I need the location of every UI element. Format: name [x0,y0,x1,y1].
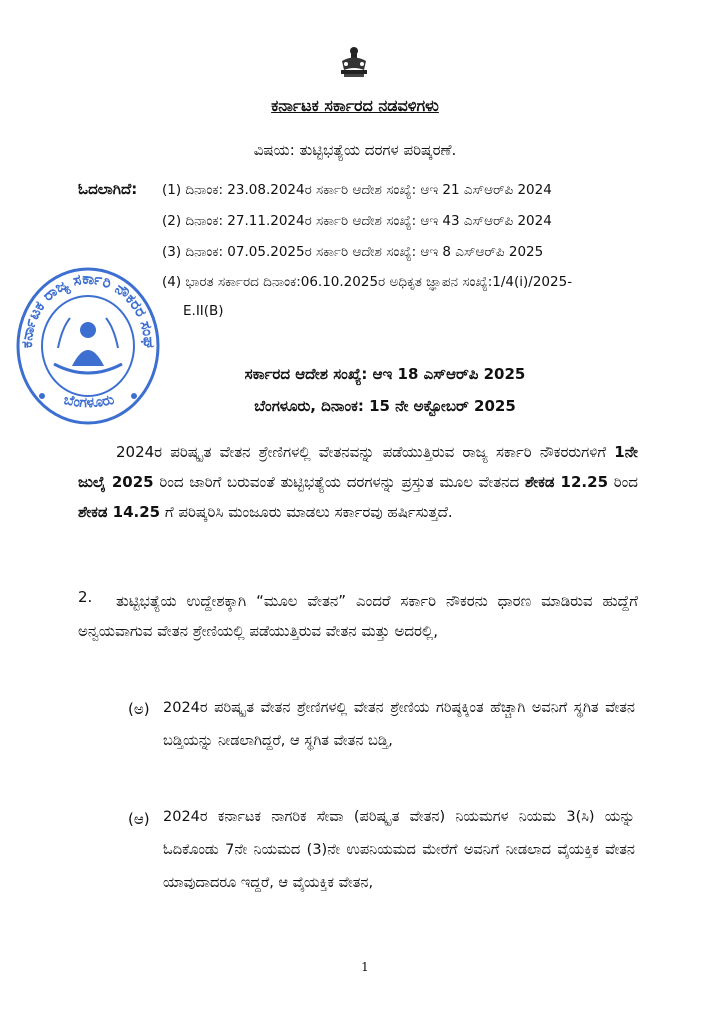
new-rate: ಶೇಕಡ 14.25 [78,503,161,521]
order-number: ಸರ್ಕಾರದ ಆದೇಶ ಸಂಖ್ಯೆ: ಆಇ 18 ಎಸ್‌ಆರ್‌ಪಿ 2025 [244,365,526,383]
page-number: 1 [361,960,369,974]
reference-item: (2) ದಿನಾಂಕ: 27.11.2024ರ ಸರ್ಕಾರಿ ಆದೇಶ ಸಂಖ್ಯೆ: ಆಇ 43 ಎಸ್‌ಆರ್‌ಪಿ 2024 [162,213,552,229]
paragraph-2: ತುಟ್ಟಿಭತ್ಯೆಯ ಉದ್ದೇಶಕ್ಕಾಗಿ “ಮೂಲ ವೇತನ” ಎಂದರೆ ಸರ್ಕಾರಿ ನೌಕರನು ಧಾರಣ ಮಾಡಿರುವ ಹುದ್ದೆಗೆ ಅನ್ವಯವಾಗುವ ವೇತನ ಶ್ರೇಣಿಯಲ್ಲಿ ಪಡೆಯುತ್ತಿರುವ ವೇತನ ಮತ್ತು ಅದರಲ್ಲಿ, [78,592,638,640]
reference-item: (4) ಭಾರತ ಸರ್ಕಾರದ ದಿನಾಂಕ:06.10.2025ರ ಅಧಿಕೃತ ಜ್ಞಾಪನ ಸಂಖ್ಯೆ:1/4(i)/2025- [162,274,573,290]
seal-top-text: ಕರ್ನಾಟಕ ರಾಜ್ಯ ಸರ್ಕಾರಿ ನೌಕರರ ಸಂಘ [17,269,159,349]
references-label: ಓದಲಾಗಿದೆ: [78,180,138,198]
sub-clause-a-label: (ಅ) [128,700,150,718]
document-title: ಕರ್ನಾಟಕ ಸರ್ಕಾರದ ನಡವಳಿಗಳು [271,96,439,115]
paragraph-1 [78,437,638,527]
sub-clause-a: 2024ರ ಪರಿಷ್ಕೃತ ವೇತನ ಶ್ರೇಣಿಗಳಲ್ಲಿ ವೇತನ ಶ್ರೇಣಿಯ ಗರಿಷ್ಠಕ್ಕಿಂತ ಹೆಚ್ಚಾಗಿ ಅವನಿಗೆ ಸ್ಥಗಿತ ವೇತನ ಬಡ್ತಿಯನ್ನು ನೀಡಲಾಗಿದ್ದರೆ, ಆ ಸ್ಥಗಿತ ವೇತನ ಬಡ್ತಿ, [163,700,635,749]
sub-clause-b-label: (ಆ) [128,810,150,828]
paragraph-1-text: ರಿಂದ [608,473,638,491]
effective-date: 1ನೇ ಜುಲೈ 2025 [78,443,638,491]
paragraph-1-text: 2024ರ ಪರಿಷ್ಕೃತ ವೇತನ ಶ್ರೇಣಿಗಳಲ್ಲಿ ವೇತನವನ್ನು ಪಡೆಯುತ್ತಿರುವ ರಾಜ್ಯ ಸರ್ಕಾರಿ ನೌಕರರುಗಳಿಗೆ [116,443,615,461]
paragraph-2-number: 2. [78,588,93,606]
order-place-date: ಬೆಂಗಳೂರು, ದಿನಾಂಕ: 15 ನೇ ಅಕ್ಟೋಬರ್ 2025 [254,397,516,415]
paragraph-1-text: ರಿಂದ ಜಾರಿಗೆ ಬರುವಂತೆ ತುಟ್ಟಿಭತ್ಯೆಯ ದರಗಳನ್ನು ಪ್ರಸ್ತುತ ಮೂಲ ವೇತನದ [153,473,525,491]
sub-clause-b: 2024ರ ಕರ್ನಾಟಕ ನಾಗರಿಕ ಸೇವಾ (ಪರಿಷ್ಕೃತ ವೇತನ) ನಿಯಮಗಳ ನಿಯಮ 3(ಸಿ) ಯನ್ನು ಓದಿಕೊಂಡು 7ನೇ ನಿಯಮದ (3)ನೇ ಉಪನಿಯಮದ ಮೇರೆಗೆ ಅವನಿಗೆ ನೀಡಲಾದ ವೈಯಕ್ತಿಕ ವೇತನ ಯಾವುದಾದರೂ ಇದ್ದರೆ, ಆ ವೈಯಕ್ತಿಕ ವೇತನ, [163,809,635,891]
state-emblem-icon [338,44,370,78]
paragraph-1-text: ಗೆ ಪರಿಷ್ಕರಿಸಿ ಮಂಜೂರು ಮಾಡಲು ಸರ್ಕಾರವು ಹರ್ಷಿಸುತ್ತದೆ. [160,503,453,521]
reference-continuation: E.II(B) [183,303,224,319]
old-rate: ಶೇಕಡ 12.25 [524,473,609,491]
seal-bottom-text: ಬೆಂಗಳೂರು [62,391,116,412]
reference-item: (1) ದಿನಾಂಕ: 23.08.2024ರ ಸರ್ಕಾರಿ ಆದೇಶ ಸಂಖ್ಯೆ: ಆಇ 21 ಎಸ್‌ಆರ್‌ಪಿ 2024 [162,182,552,198]
subject-line: ವಿಷಯ: ತುಟ್ಟಿಭತ್ಯೆಯ ದರಗಳ ಪರಿಷ್ಕರಣೆ. [253,141,457,159]
reference-item: (3) ದಿನಾಂಕ: 07.05.2025ರ ಸರ್ಕಾರಿ ಆದೇಶ ಸಂಖ್ಯೆ: ಆಇ 8 ಎಸ್‌ಆರ್‌ಪಿ 2025 [162,244,544,260]
